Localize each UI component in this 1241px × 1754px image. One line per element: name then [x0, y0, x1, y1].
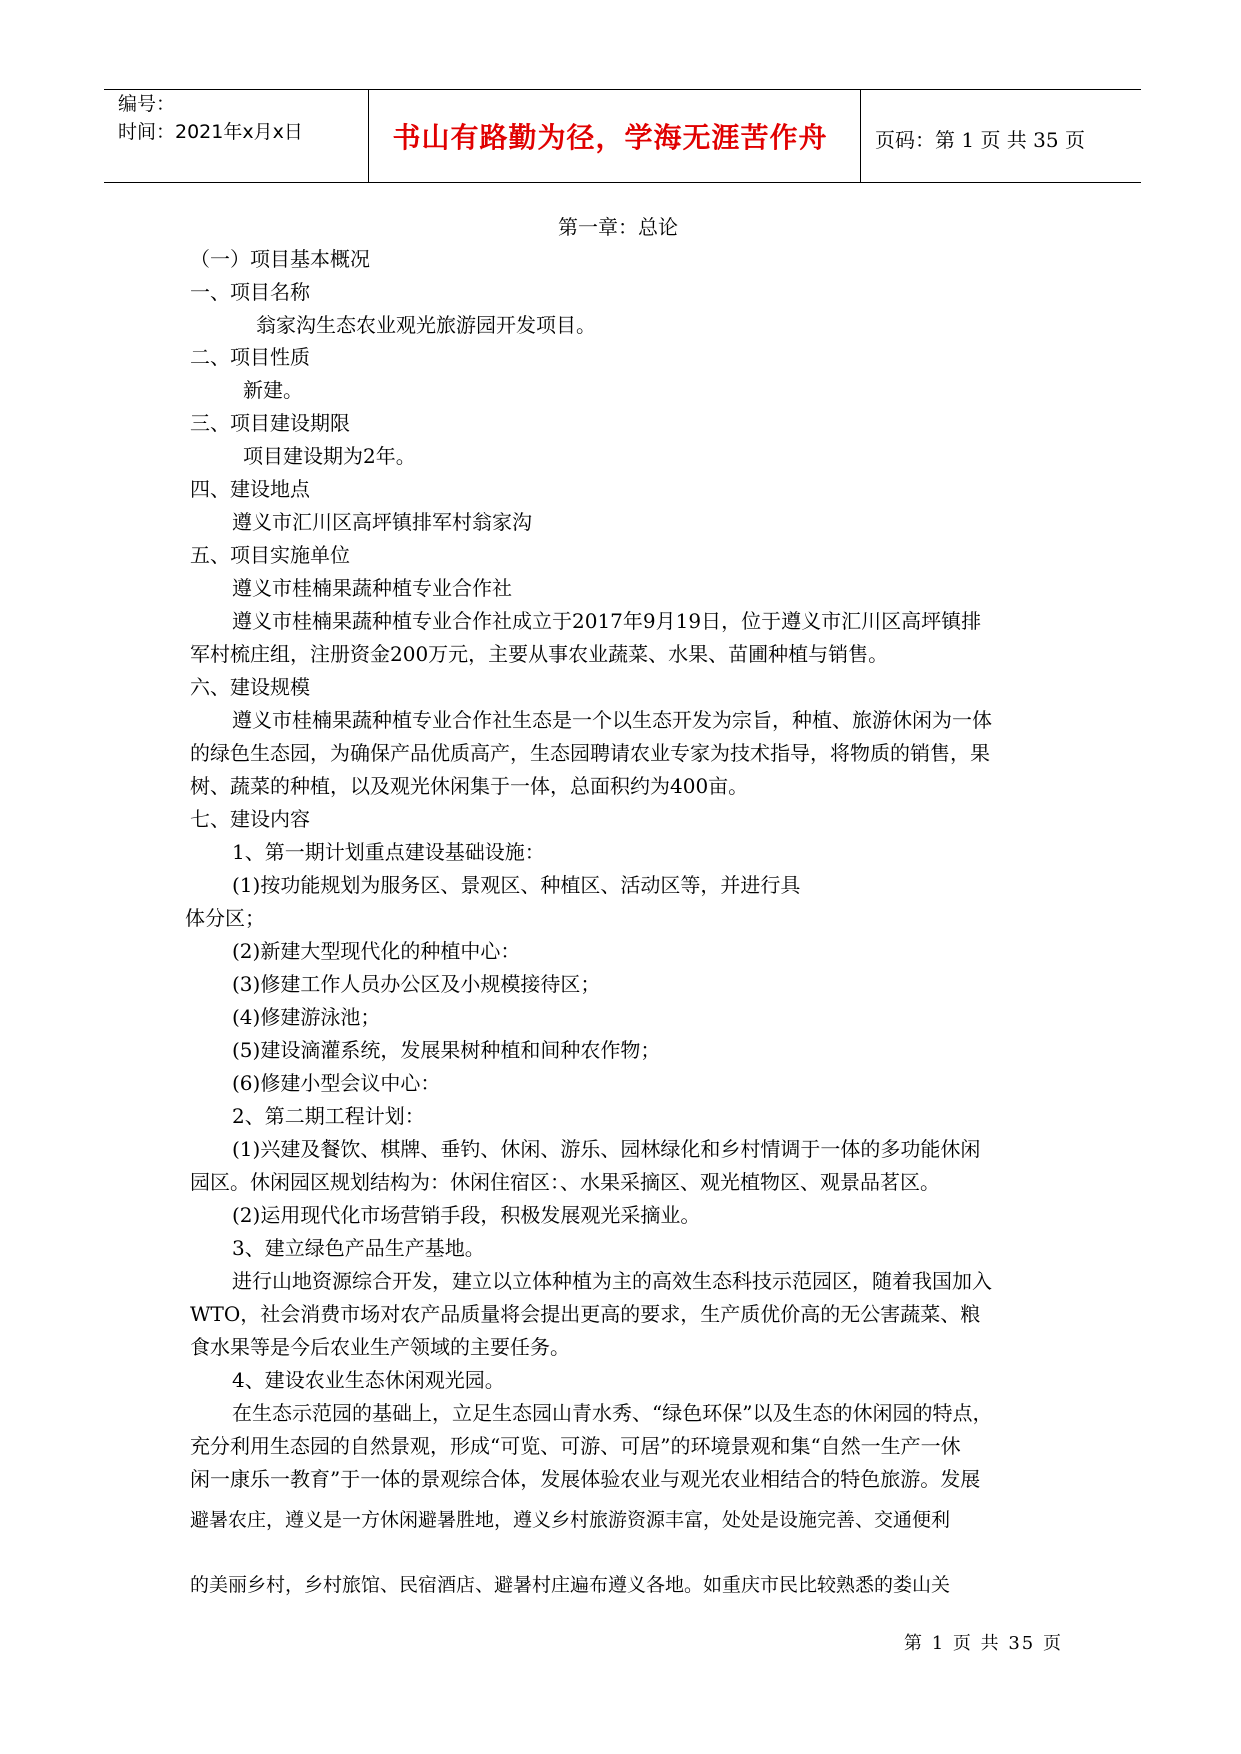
body-line: (5)建设滴灌系统，发展果树种植和间种农作物； [232, 1038, 661, 1062]
body-line: 闲一康乐一教育”于一体的景观综合体，发展体验农业与观光农业相结合的特色旅游。发展 [190, 1467, 981, 1491]
body-line: 的绿色生态园，为确保产品优质高产，生态园聘请农业专家为技术指导，将物质的销售，果 [190, 741, 990, 765]
body-line: (3)修建工作人员办公区及小规模接待区； [232, 972, 601, 996]
body-line: 新建。 [243, 378, 303, 402]
body-line: (4)修建游泳池； [232, 1005, 381, 1029]
body-line: (2)新建大型现代化的种植中心： [232, 939, 521, 963]
body-line: 4、建设农业生态休闲观光园。 [232, 1368, 505, 1392]
body-line: WTO，社会消费市场对农产品质量将会提出更高的要求，生产质优价高的无公害蔬菜、粮 [190, 1302, 981, 1326]
header-motto: 书山有路勤为径，学海无涯苦作舟 [392, 121, 828, 154]
body-line: (2)运用现代化市场营销手段，积极发展观光采摘业。 [232, 1203, 701, 1227]
body-line: (1)按功能规划为服务区、景观区、种植区、活动区等，并进行具 [232, 873, 801, 897]
document-time: 时间：2021年x月x日 [118, 121, 303, 143]
body-line: 树、蔬菜的种植，以及观光休闲集于一体，总面积约为400亩。 [190, 774, 749, 798]
body-line: 翁家沟生态农业观光旅游园开发项目。 [256, 313, 596, 337]
document-number: 编号： [118, 93, 176, 115]
header-divider-2 [860, 90, 861, 182]
body-line: (6)修建小型会议中心： [232, 1071, 441, 1095]
body-line: 体分区； [185, 906, 265, 930]
body-line: 3、建立绿色产品生产基地。 [232, 1236, 485, 1260]
item-heading: 三、项目建设期限 [190, 411, 350, 435]
item-heading: 五、项目实施单位 [190, 543, 350, 567]
body-line: 的美丽乡村，乡村旅馆、民宿酒店、避暑村庄遍布遵义各地。如重庆市民比较熟悉的娄山关 [190, 1574, 951, 1596]
body-line: 食水果等是今后农业生产领域的主要任务。 [190, 1335, 570, 1359]
page-footer: 第 1 页 共 35 页 [904, 1633, 1063, 1654]
body-line: 遵义市桂楠果蔬种植专业合作社成立于2017年9月19日，位于遵义市汇川区高坪镇排 [232, 609, 982, 633]
body-line: 进行山地资源综合开发，建立以立体种植为主的高效生态科技示范园区，随着我国加入 [232, 1269, 992, 1293]
body-line: 军村梳庄组，注册资金200万元，主要从事农业蔬菜、水果、苗圃种植与销售。 [190, 642, 889, 666]
item-heading: 六、建设规模 [190, 675, 310, 699]
header-bottom-rule [104, 182, 1141, 183]
item-heading: 七、建设内容 [190, 807, 310, 831]
body-line: 充分利用生态园的自然景观，形成“可览、可游、可居”的环境景观和集“自然一生产一休 [190, 1434, 961, 1458]
body-line: (1)兴建及餐饮、棋牌、垂钓、休闲、游乐、园林绿化和乡村情调于一体的多功能休闲 [232, 1137, 981, 1161]
item-heading: 二、项目性质 [190, 345, 310, 369]
header-page-number: 页码：第 1 页 共 35 页 [875, 128, 1085, 152]
item-heading: 一、项目名称 [190, 280, 310, 304]
header-divider-1 [368, 90, 369, 182]
body-line: 2、第二期工程计划： [232, 1104, 425, 1128]
section-heading: （一）项目基本概况 [190, 247, 370, 271]
body-line: 园区。休闲园区规划结构为：休闲住宿区：、水果采摘区、观光植物区、观景品茗区。 [190, 1170, 940, 1194]
body-line: 避暑农庄，遵义是一方休闲避暑胜地，遵义乡村旅游资源丰富，处处是设施完善、交通便利 [190, 1509, 951, 1531]
item-heading: 四、建设地点 [190, 477, 310, 501]
header-meta [118, 90, 303, 146]
body-line: 在生态示范园的基础上，立足生态园山青水秀、“绿色环保”以及生态的休闲园的特点， [232, 1401, 993, 1425]
body-line: 遵义市桂楠果蔬种植专业合作社 [232, 576, 512, 600]
body-line: 1、第一期计划重点建设基础设施： [232, 840, 545, 864]
body-line: 遵义市汇川区高坪镇排军村翁家沟 [232, 510, 532, 534]
chapter-title: 第一章：总论 [558, 215, 678, 239]
body-line: 项目建设期为2年。 [243, 444, 416, 468]
body-line: 遵义市桂楠果蔬种植专业合作社生态是一个以生态开发为宗旨，种植、旅游休闲为一体 [232, 708, 992, 732]
